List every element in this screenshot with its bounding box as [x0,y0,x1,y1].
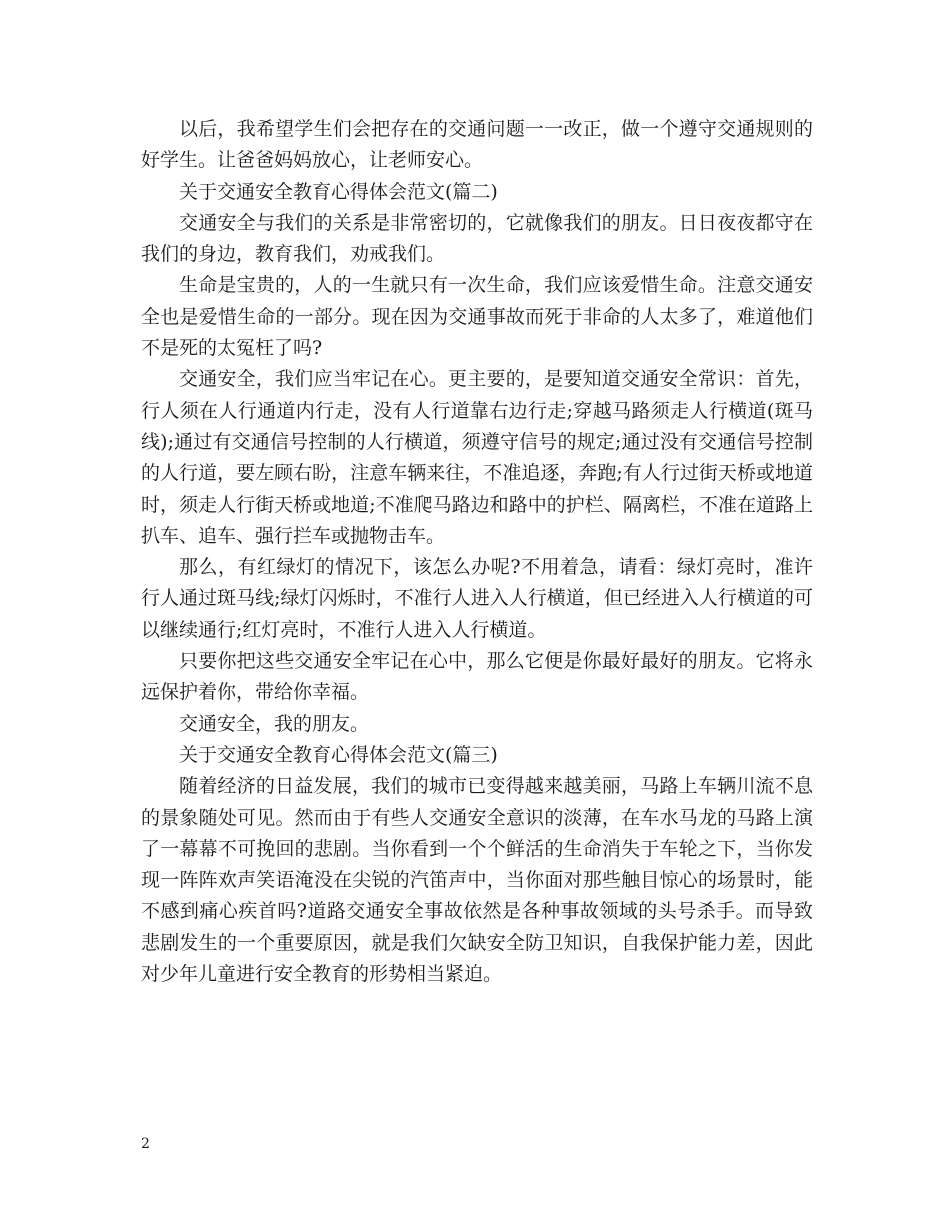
paragraph: 交通安全，我的朋友。 [179,712,370,735]
paragraph: 那么，有红绿灯的情况下，该怎么办呢?不用着急，请看：绿灯亮时，准许行人通过斑马线;绿灯闪烁时，不准行人进入人行横道，但已经进入人行横道的可以继续通行;红灯亮时，不准行人进入人行横道。 [141,556,813,641]
paragraph: 只要你把这些交通安全牢记在心中，那么它便是你最好最好的朋友。它将永远保护着你，带给你幸福。 [141,650,813,704]
paragraph: 交通安全，我们应当牢记在心。更主要的，是要知道交通安全常识：首先，行人须在人行通道内行走，没有人行道靠右边行走;穿越马路须走人行横道(斑马线);通过有交通信号控制的人行横道，须遵守信号的规定;通过没有交通信号控制的人行道，要左顾右盼，注意车辆来往，不准追逐，奔跑;有人行过街天桥或地道时，须走人行街天桥或地道;不准爬马路边和路中的护栏、隔离栏，不准在道路上扒车、追车、强行拦车或抛物击车。 [141,368,813,547]
paragraph-conclusion: 以后，我希望学生们会把存在的交通问题一一改正，做一个遵守交通规则的好学生。让爸爸妈妈放心，让老师安心。 [141,118,813,172]
document-body [141,114,813,990]
section-heading-part-two: 关于交通安全教育心得体会范文(篇二) [179,180,498,203]
page-number: 2 [141,1136,150,1152]
paragraph: 交通安全与我们的关系是非常密切的，它就像我们的朋友。日日夜夜都守在我们的身边，教育我们，劝戒我们。 [141,211,813,266]
paragraph: 随着经济的日益发展，我们的城市已变得越来越美丽，马路上车辆川流不息的景象随处可见。然而由于有些人交通安全意识的淡薄，在车水马龙的马路上演了一幕幕不可挽回的悲剧。当你看到一个个鲜活的生命消失于车轮之下，当你发现一阵阵欢声笑语淹没在尖锐的汽笛声中，当你面对那些触目惊心的场景时，能不感到痛心疾首吗?道路交通安全事故依然是各种事故领域的头号杀手。而导致悲剧发生的一个重要原因，就是我们欠缺安全防卫知识，自我保护能力差，因此对少年儿童进行安全教育的形势相当紧迫。 [141,775,813,986]
section-heading-part-three: 关于交通安全教育心得体会范文(篇三) [179,743,498,766]
paragraph: 生命是宝贵的，人的一生就只有一次生命，我们应该爱惜生命。注意交通安全也是爱惜生命的一部分。现在因为交通事故而死于非命的人太多了，难道他们不是死的太冤枉了吗? [141,274,813,360]
